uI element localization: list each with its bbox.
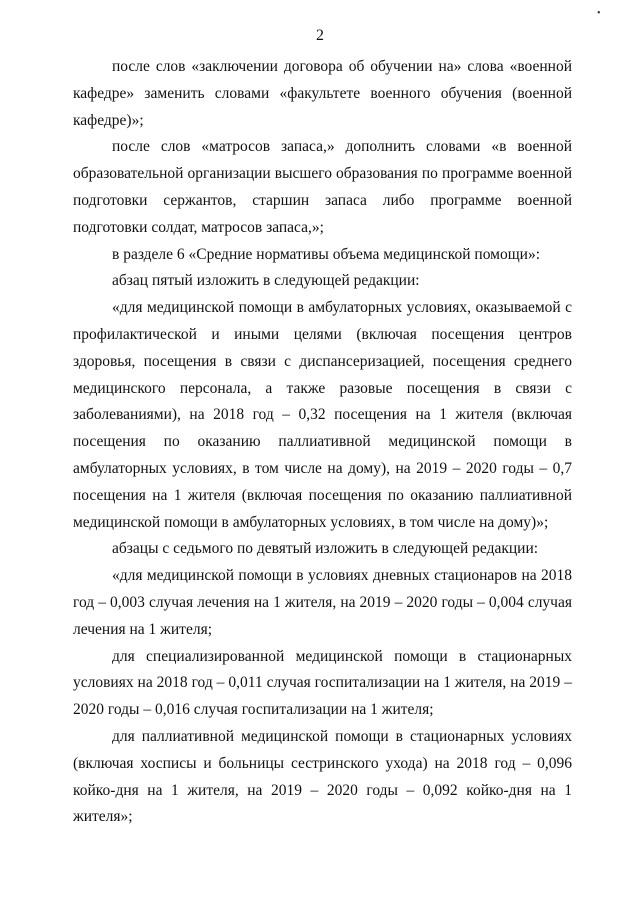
- paragraph-5: «для медицинской помощи в амбулаторных условиях, оказываемой с профилактической и иными целями (включая посещения центров здоровья, посещения в связи с диспансеризацией, посещения среднего медицинского персонала, а также разовые посещения в связи с заболеваниями), на 2018 год – 0,32 посещения на 1 жителя (включая посещения по оказанию паллиативной медицинской помощи в амбулаторных условиях, в том числе на дому), на 2019 – 2020 годы – 0,7 посещения на 1 жителя (включая посещения по оказанию паллиативной медицинской помощи в амбулаторных условиях, в том числе на дому)»;: [73, 299, 572, 531]
- document-body: [73, 54, 572, 831]
- paragraph-8: для специализированной медицинской помощи в стационарных условиях на 2018 год – 0,011 случая госпитализации на 1 жителя, на 2019 – 2020 годы – 0,016 случая госпитализации на 1 жителя;: [73, 647, 572, 719]
- paragraph-2: после слов «матросов запаса,» дополнить словами «в военной образовательной организации высшего образования по программе военной подготовки сержантов, старшин запаса либо программе военной подготовки солдат, матросов запаса,»;: [73, 138, 572, 236]
- paragraph-6: абзацы с седьмого по девятый изложить в следующей редакции:: [112, 540, 539, 558]
- paragraph-4: абзац пятый изложить в следующей редакции:: [112, 272, 420, 290]
- paragraph-1: после слов «заключении договора об обучении на» слова «военной кафедре» заменить словами «факультете военного обучения (военной кафедре)»;: [73, 58, 572, 129]
- page-number: 2: [316, 27, 324, 44]
- paragraph-7: «для медицинской помощи в условиях дневных стационаров на 2018 год – 0,003 случая лечения на 1 жителя, на 2019 – 2020 годы – 0,004 случая лечения на 1 жителя;: [73, 567, 572, 638]
- corner-mark: •: [597, 8, 601, 19]
- paragraph-9: для паллиативной медицинской помощи в стационарных условиях (включая хосписы и больницы сестринского ухода) на 2018 год – 0,096 койко-дня на 1 жителя, на 2019 – 2020 годы – 0,092 койко-дня на 1 жителя»;: [73, 727, 572, 826]
- paragraph-3: в разделе 6 «Средние нормативы объема медицинской помощи»:: [112, 245, 540, 263]
